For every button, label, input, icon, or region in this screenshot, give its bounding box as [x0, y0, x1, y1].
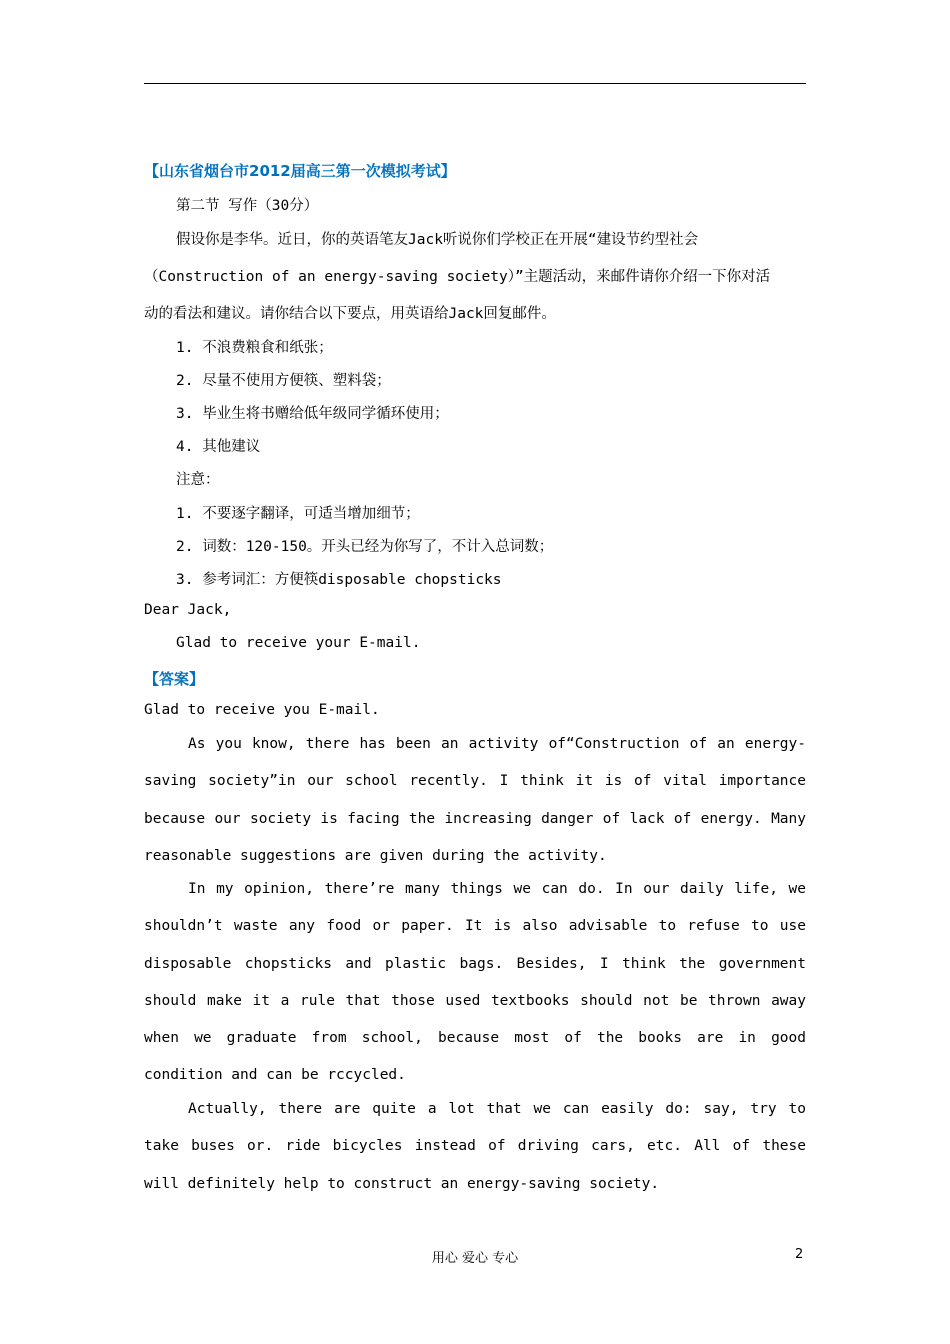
- answer-paragraph-3: [144, 1091, 806, 1203]
- answer-paragraph-1: [144, 726, 806, 875]
- answer-label: 【答案】: [144, 670, 205, 688]
- note-item: 1. 不要逐字翻译，可适当增加细节；: [176, 506, 420, 522]
- section-title: 第二节 写作（30分）: [176, 198, 319, 214]
- answer-paragraph-2: [144, 871, 806, 1095]
- source-title: 【山东省烟台市2012届高三第一次模拟考试】: [144, 162, 456, 180]
- salutation: Dear Jack,: [144, 602, 232, 618]
- answer-opening: Glad to receive you E-mail.: [144, 702, 380, 718]
- prompt-line-1: 假设你是李华。近日，你的英语笔友Jack听说你们学校正在开展“建设节约型社会: [176, 232, 699, 248]
- note-item: 3. 参考词汇：方便筷disposable chopsticks: [176, 572, 502, 588]
- point-item: 2. 尽量不使用方便筷、塑料袋；: [176, 373, 391, 389]
- point-item: 3. 毕业生将书赠给低年级同学循环使用；: [176, 406, 449, 422]
- prompt-line-3: 动的看法和建议。请你结合以下要点，用英语给Jack回复邮件。: [144, 306, 556, 322]
- page-number: 2: [795, 1247, 804, 1262]
- note-item: 2. 词数：120-150。开头已经为你写了，不计入总词数；: [176, 539, 554, 555]
- notes-label: 注意：: [176, 472, 220, 488]
- answer-paragraph-text: In my opinion, there’re many things we can do. In our daily life, we shouldn’t waste any food or paper. It is also advisable to refuse to use disposable chopsticks and plastic bags. Besides, I think the government should make it a rule that those used textbooks should not be thrown away when we graduate from school, because most of the books are in good condition and can be rccycled.: [144, 881, 806, 1084]
- prompt-line-2: （Construction of an energy-saving society）”主题活动，来邮件请你介绍一下你对活: [144, 269, 771, 285]
- answer-paragraph-text: Actually, there are quite a lot that we can easily do: say, try to take buses or. ride bicycles instead of driving cars, etc. All of these will definitely help to construct an energy-saving society.: [144, 1101, 806, 1192]
- point-item: 4. 其他建议: [176, 439, 261, 455]
- point-item: 1. 不浪费粮食和纸张；: [176, 340, 333, 356]
- header-rule: [144, 83, 806, 84]
- footer-motto: 用心 爱心 专心: [431, 1251, 519, 1266]
- letter-opening: Glad to receive your E-mail.: [176, 635, 421, 651]
- answer-paragraph-text: As you know, there has been an activity of“Construction of an energy-saving society”in our school recently. I think it is of vital importance because our society is facing the increasing danger of lack of energy. Many reasonable suggestions are given during the activity.: [144, 736, 806, 864]
